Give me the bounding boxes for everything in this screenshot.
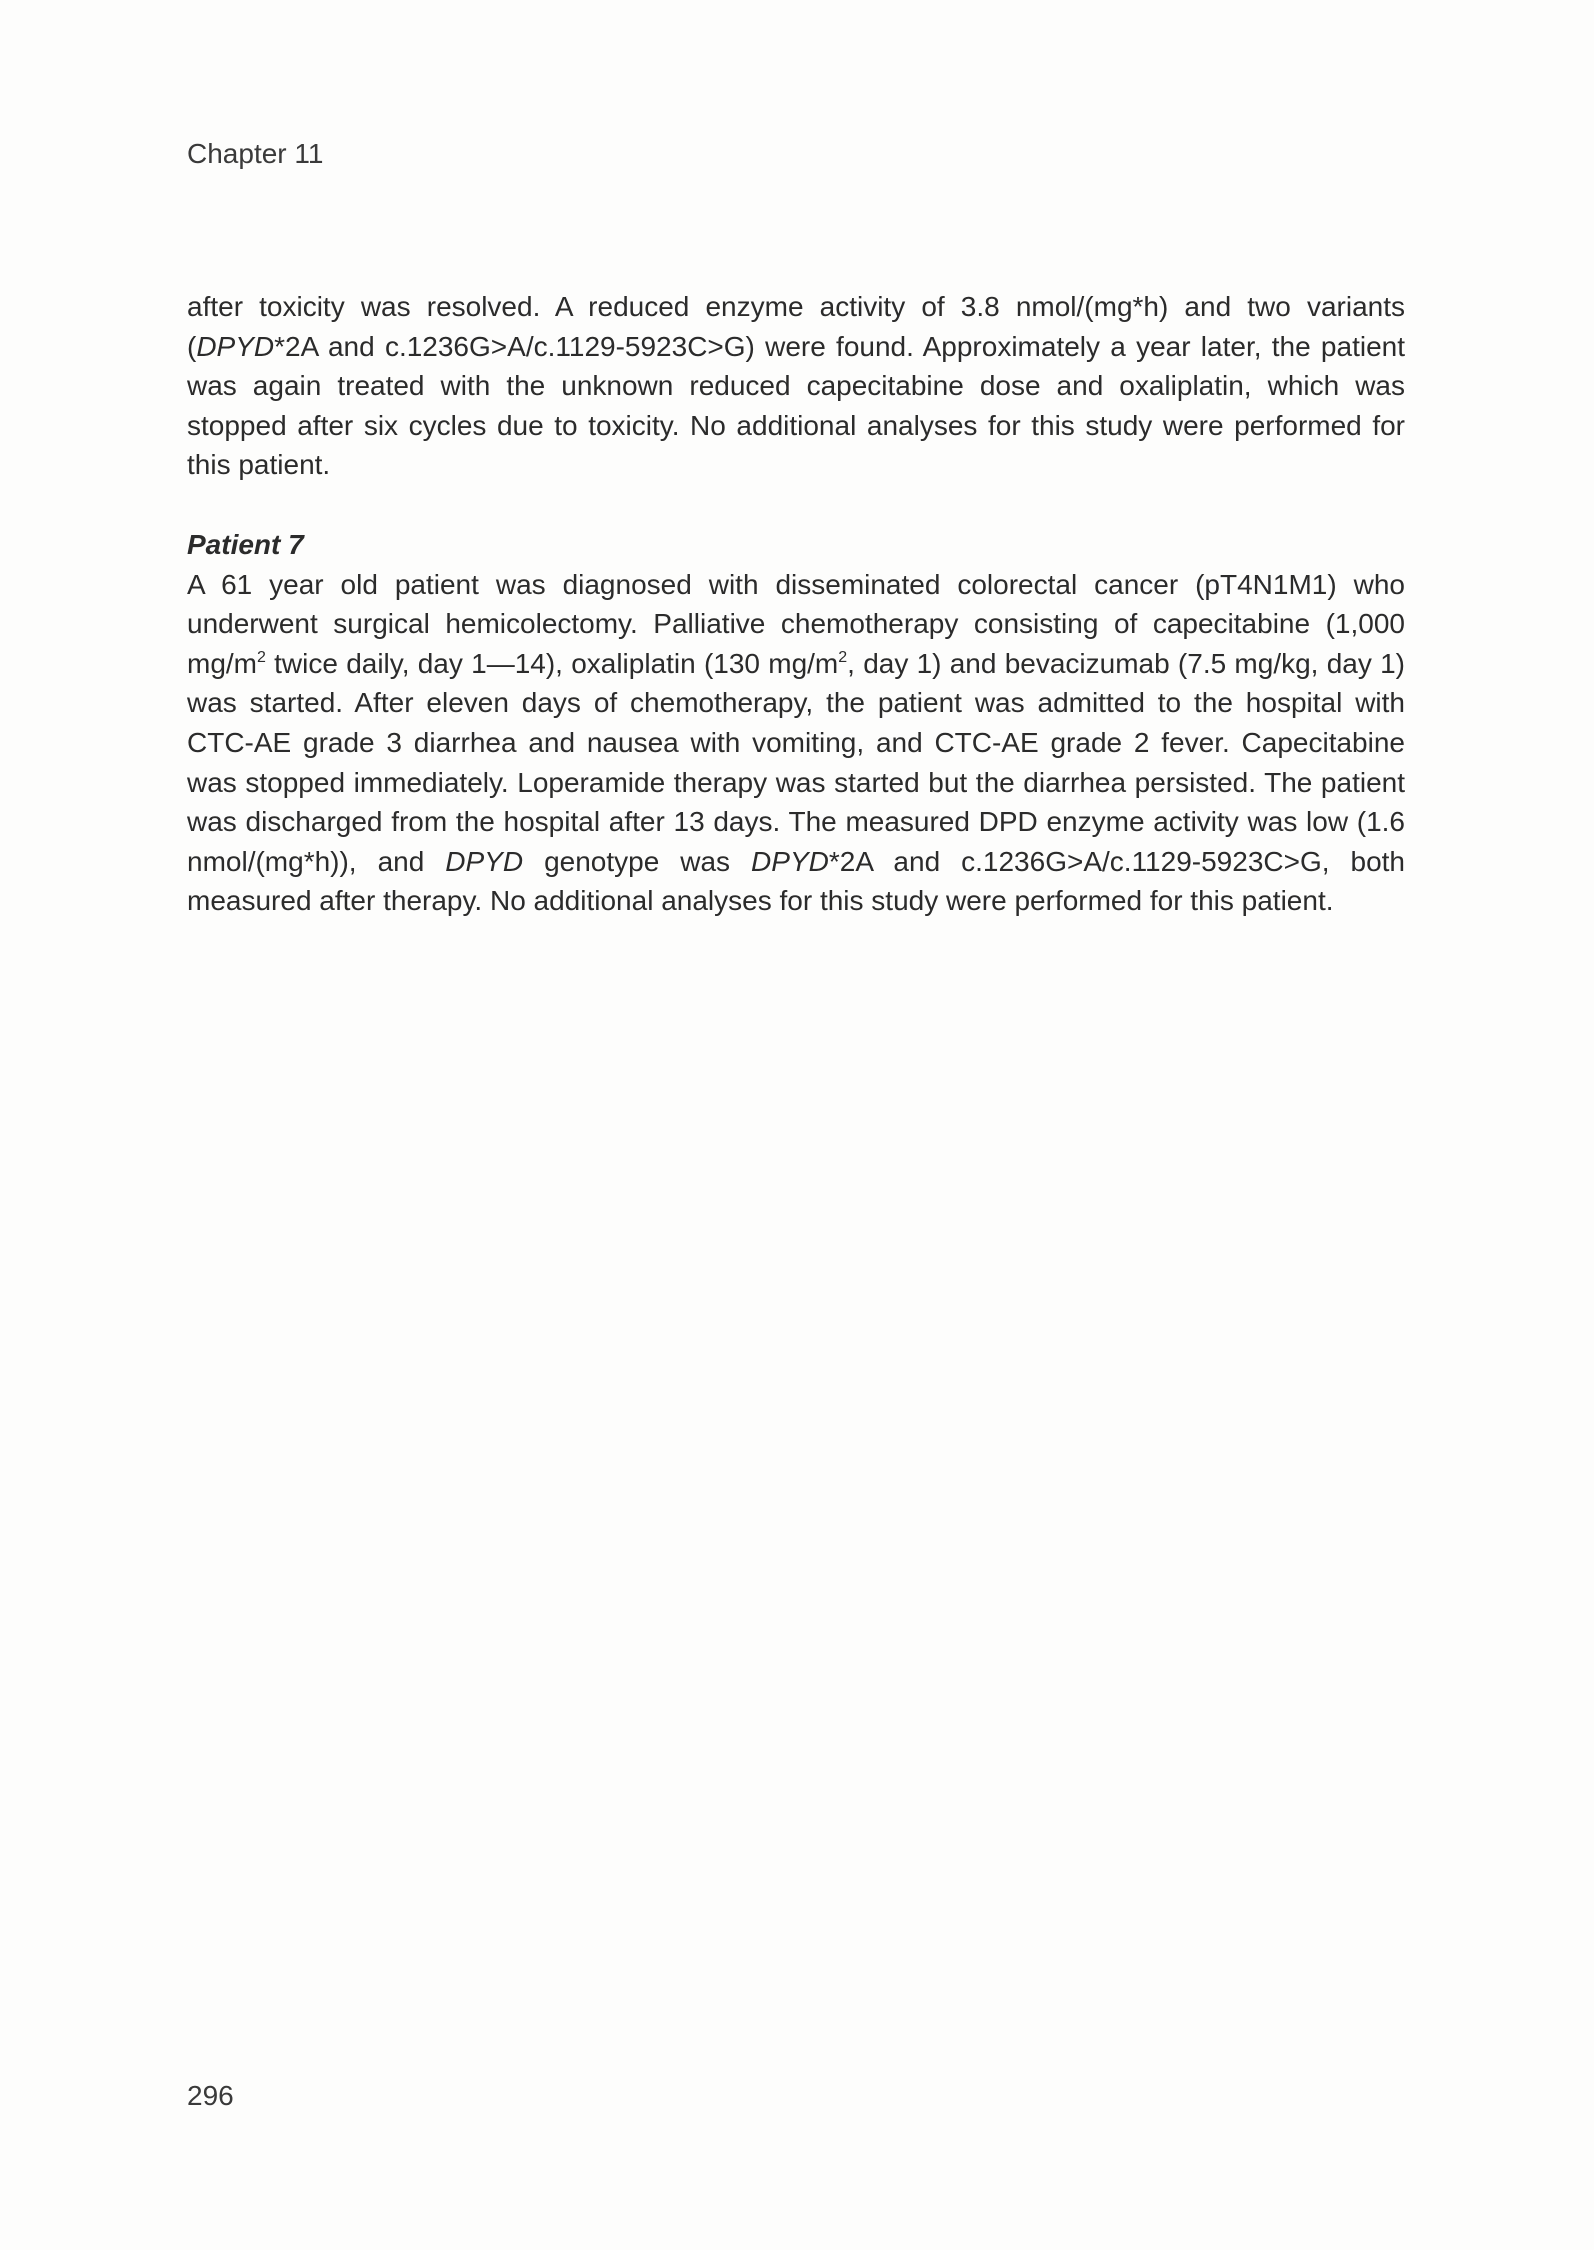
superscript: 2 xyxy=(257,648,266,666)
page-number: 296 xyxy=(187,2080,234,2111)
running-head-chapter: Chapter 11 xyxy=(187,138,324,169)
text-run: after toxicity was resolved. A reduced enzyme activity of 3.8 nmol/(mg*h) and two variants ( xyxy=(187,291,1405,362)
gene-name-italic: DPYD xyxy=(751,845,829,877)
gene-name-italic: DPYD xyxy=(445,845,524,877)
page-body xyxy=(187,287,1405,921)
text-run: genotype was xyxy=(523,845,752,877)
text-run: *2A and c.1236G>A/c.1129-5923C>G) were found. Approximately a year later, the patient was again treated with the unknown reduced capecitabine dose and oxaliplatin, which was stopped after six cycles due to toxicity. No additional analyses for this study were performed for this patient. xyxy=(187,330,1405,481)
text-run: twice daily, day 1—14), oxaliplatin (130 mg/m xyxy=(265,647,839,679)
gene-name-italic: DPYD xyxy=(196,330,275,362)
section-heading-patient-7: Patient 7 xyxy=(187,528,304,560)
text-run: A 61 year old patient was diagnosed with disseminated colorectal cancer (pT4N1M1) who underwent surgical hemicolectomy. Palliative chemotherapy consisting of capecitabine (1,000 mg/m xyxy=(187,568,1405,679)
text-run: *2A and c.1236G>A/c.1129-5923C>G, both measured after therapy. No additional analyses for this study were performed for this patient. xyxy=(187,845,1405,917)
paragraph-continued xyxy=(187,287,1405,485)
superscript: 2 xyxy=(838,648,848,666)
paragraph-patient-7 xyxy=(187,565,1405,921)
text-run: , day 1) and bevacizumab (7.5 mg/kg, day 1) was started. After eleven days of chemotherapy, the patient was admitted to the hospital with CTC-AE grade 3 diarrhea and nausea with vomiting, and CTC-AE grade 2 fever. Capecitabine was stopped immediately. Loperamide therapy was started but the diarrhea persisted. The patient was discharged from the hospital after 13 days. The measured DPD enzyme activity was low (1.6 nmol/(mg*h)), and xyxy=(187,647,1405,877)
